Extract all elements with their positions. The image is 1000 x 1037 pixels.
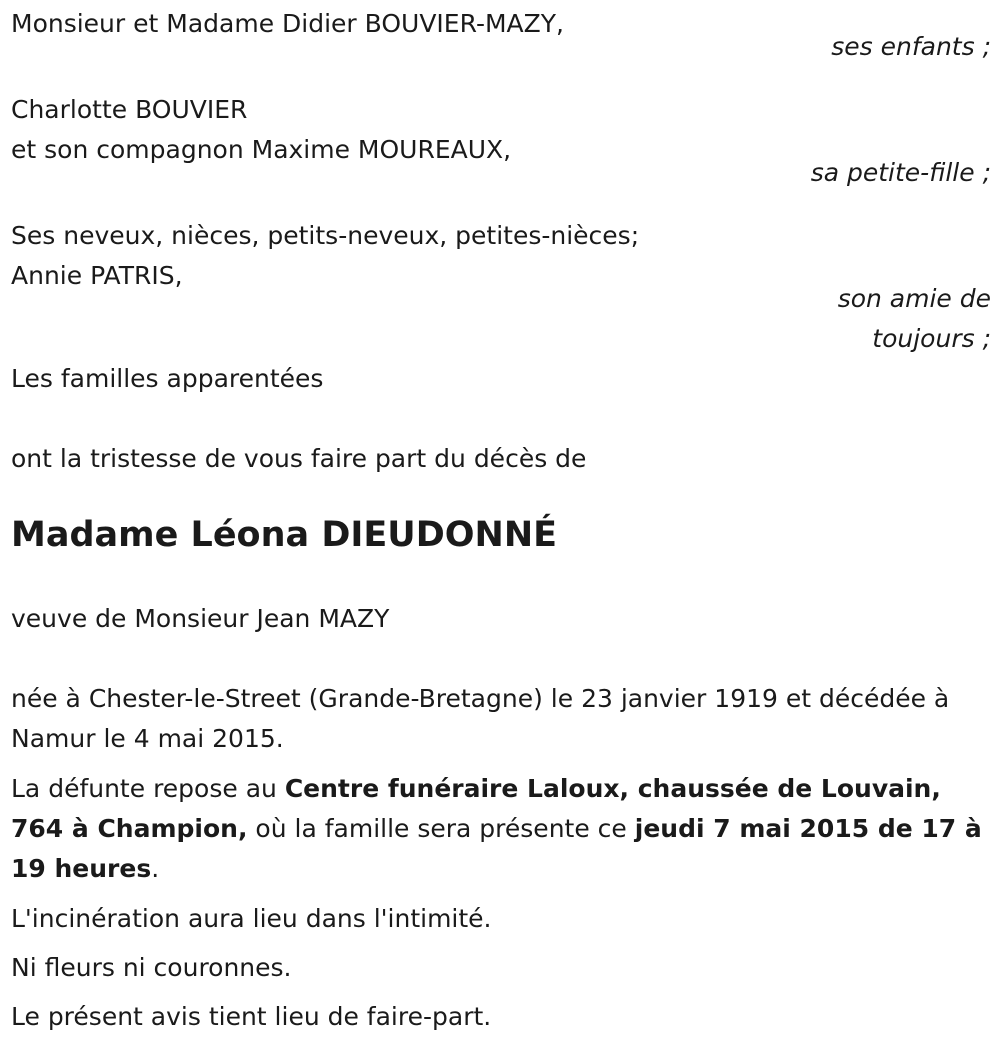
cremation-info: L'incinération aura lieu dans l'intimité. (11, 904, 492, 933)
deceased-name: Madame Léona DIEUDONNÉ (11, 515, 558, 555)
flowers-info: Ni fleurs ni couronnes. (11, 953, 292, 982)
family-group1-names: Monsieur et Madame Didier BOUVIER-MAZY, (11, 9, 564, 38)
repose-info (11, 769, 991, 889)
family-group4: Les familles apparentées (11, 364, 324, 393)
family-group3-role-line1: son amie de (837, 284, 991, 313)
notice-info: Le présent avis tient lieu de faire-part. (11, 1002, 492, 1031)
family-group1-role: ses enfants ; (831, 32, 991, 61)
family-group3-line1: Ses neveux, nièces, petits-neveux, petites-nièces; (11, 221, 640, 250)
announcement-intro: ont la tristesse de vous faire part du décès de (11, 444, 587, 473)
repose-time: jeudi 7 mai 2015 de 17 à 19 heures (11, 814, 982, 883)
obituary-notice (11, 4, 991, 1037)
repose-end: . (151, 854, 160, 883)
repose-place: Centre funéraire Laloux, chaussée de Louvain, 764 à Champion, (11, 774, 941, 843)
widow-of: veuve de Monsieur Jean MAZY (11, 604, 390, 633)
family-group3-role-line2: toujours ; (872, 324, 991, 353)
family-group2-role: sa petite-fille ; (810, 158, 991, 187)
family-group3-line2: Annie PATRIS, (11, 261, 183, 290)
family-group2-name2: et son compagnon Maxime MOUREAUX, (11, 135, 512, 164)
repose-middle: où la famille sera présente ce (247, 814, 635, 843)
repose-prefix: La défunte repose au (11, 774, 285, 803)
family-group2-name1: Charlotte BOUVIER (11, 95, 248, 124)
birth-death-info: née à Chester-le-Street (Grande-Bretagne) le 23 janvier 1919 et décédée à Namur le 4 mai 2015. (11, 684, 950, 753)
